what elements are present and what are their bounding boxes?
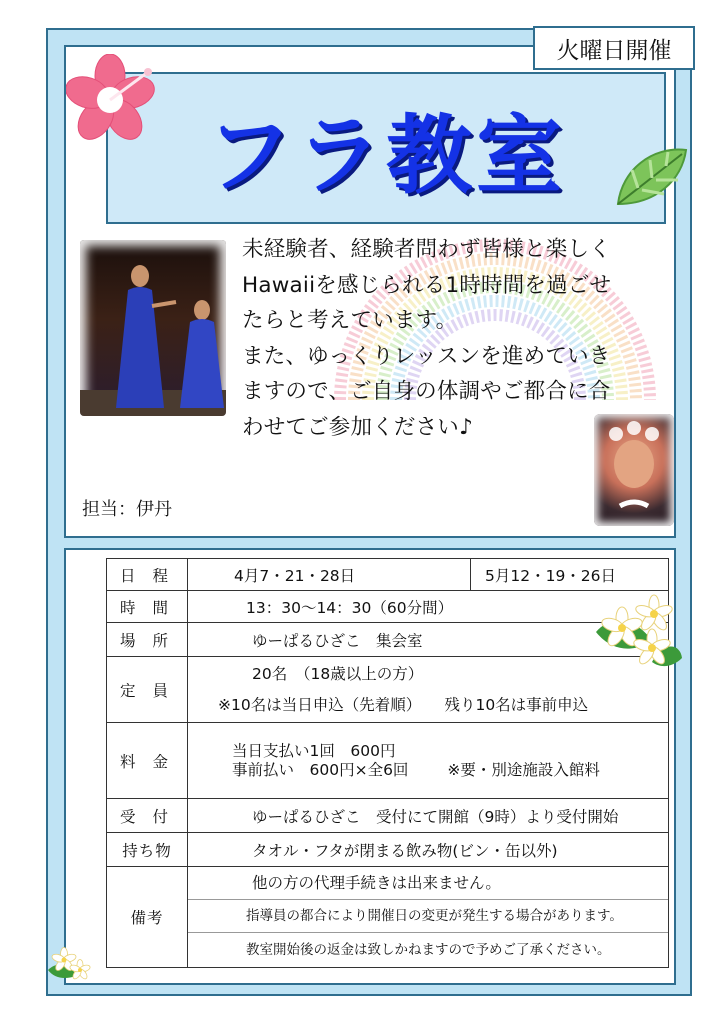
intro-line: また、ゆっくりレッスンを進めていき — [242, 343, 611, 369]
intro-line: 未経験者、経験者問わず皆様と楽しく — [242, 237, 611, 262]
note-item: 指導員の都合により開催日の変更が発生する場合があります。 — [188, 900, 668, 933]
instructor-photo — [594, 414, 674, 526]
dancers-photo — [80, 240, 226, 416]
note-item: 教室開始後の返金は致しかねますので予めご了承ください。 — [246, 942, 611, 958]
table-row — [107, 833, 669, 867]
small-flowers-icon — [46, 940, 96, 986]
fee-label: 料 金 — [107, 723, 188, 799]
time-label: 時 間 — [107, 591, 188, 623]
time-value: 13：30～14：30（60分間） — [188, 591, 669, 623]
table-row — [107, 657, 669, 723]
day-tag: 火曜日開催 — [533, 26, 695, 70]
place-label: 場 所 — [107, 623, 188, 657]
place-value: ゆーぱるひざこ 集会室 — [188, 623, 669, 657]
capacity-note: ※10名は当日申込（先着順） 残り10名は事前申込 — [218, 695, 589, 714]
intro-line: ますので、ご自身の体調やご都合に合 — [242, 379, 611, 404]
fee-note: ※要・別途施設入館料 — [447, 760, 600, 779]
page-title: フラ教室 — [206, 106, 566, 206]
schedule-may: 5月12・19・26日 — [471, 559, 669, 591]
capacity-line: 20名 （18歳以上の方） — [252, 664, 424, 683]
capacity-label: 定 員 — [107, 657, 188, 723]
reception-value: ゆーぱるひざこ 受付にて開館（9時）より受付開始 — [188, 799, 669, 833]
fee-line: 当日支払い1回 600円 — [232, 741, 396, 760]
intro-line: わせてご参加ください♪ — [242, 414, 473, 440]
details-table — [106, 558, 669, 968]
leaf-icon — [612, 140, 692, 212]
intro-line: Hawaiiを感じられる1時時間を過ごせ — [242, 272, 612, 298]
plumeria-icon — [592, 592, 684, 672]
table-row — [107, 591, 669, 623]
table-row — [107, 559, 669, 591]
table-row — [107, 723, 669, 799]
table-row — [107, 867, 669, 968]
table-row — [107, 799, 669, 833]
schedule-april: 4月7・21・28日 — [188, 559, 471, 591]
hibiscus-icon — [66, 54, 162, 150]
belongings-label: 持ち物 — [107, 833, 188, 867]
staff-label: 担当：伊丹 — [82, 499, 172, 520]
reception-label: 受 付 — [107, 799, 188, 833]
intro-line: たらと考えています。 — [242, 308, 458, 333]
fee-line: 事前払い 600円×全6回 — [232, 760, 409, 779]
schedule-label: 日 程 — [107, 559, 188, 591]
notes-label: 備考 — [107, 867, 188, 968]
table-row — [107, 623, 669, 657]
belongings-value: タオル・フタが閉まる飲み物(ビン・缶以外) — [188, 833, 669, 867]
note-item: 他の方の代理手続きは出来ません。 — [188, 867, 668, 900]
